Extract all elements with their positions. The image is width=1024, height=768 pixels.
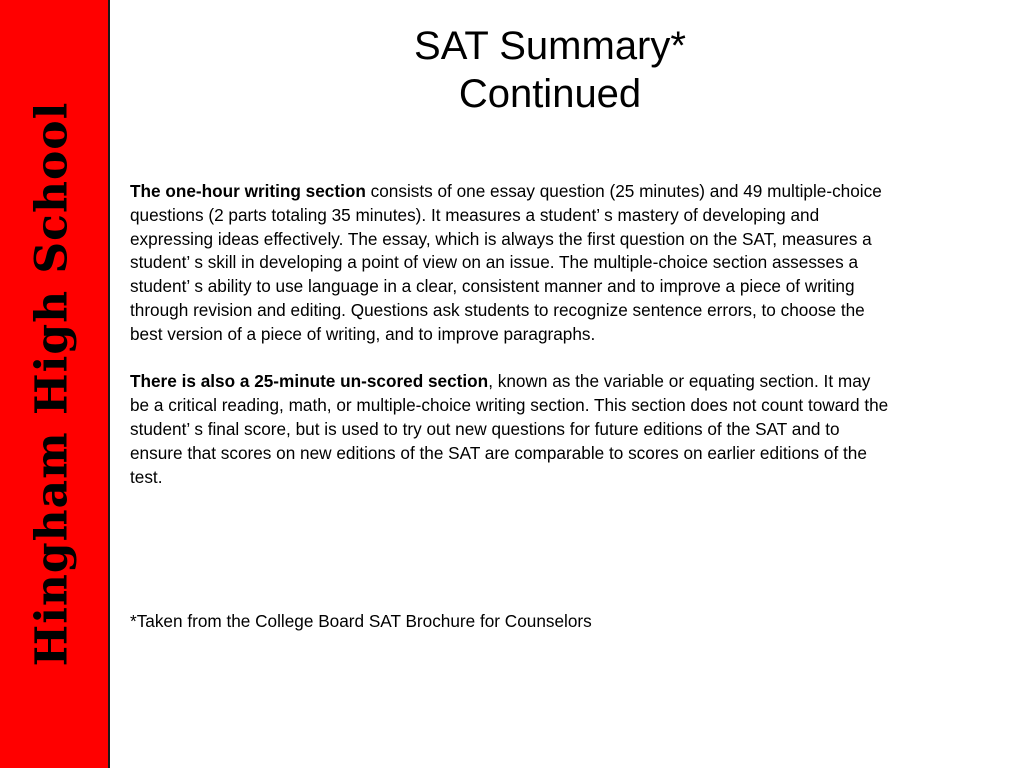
sidebar-banner	[0, 0, 110, 768]
unscored-section-paragraph	[130, 370, 890, 489]
title-line-1: SAT Summary*	[414, 24, 686, 68]
writing-section-lead: The one-hour writing section	[130, 181, 366, 201]
unscored-section-lead: There is also a 25-minute un-scored section	[130, 371, 489, 392]
source-footnote: *Taken from the College Board SAT Brochure for Counselors	[130, 611, 592, 631]
slide-title	[330, 22, 770, 118]
writing-section-paragraph	[130, 180, 890, 347]
school-name: Hingham High School	[26, 101, 78, 667]
title-line-2: Continued	[458, 72, 642, 116]
slide-body	[130, 180, 890, 489]
unscored-section-text: , known as the variable or equating section. It may be a critical reading, math, or multiple-choice writing section. This section does not count toward the student’ s final score, but is used to try out new questions for future editions of the SAT and to ensure that scores on new editions of the SAT are comparable to scores on earlier editions of the test.	[130, 371, 889, 487]
writing-section-text: consists of one essay question (25 minutes) and 49 multiple-choice questions (2 parts totaling 35 minutes). It measures a student’ s mastery of developing and expressing ideas effectively. The essay, which is always the first question on the SAT, measures a student’ s skill in developing a point of view on an issue. The multiple-choice section assesses a student’ s ability to use language in a clear, consistent manner and to improve a piece of writing through revision and editing. Questions ask students to recognize sentence errors, to choose the best version of a piece of writing, and to improve paragraphs.	[130, 181, 882, 344]
